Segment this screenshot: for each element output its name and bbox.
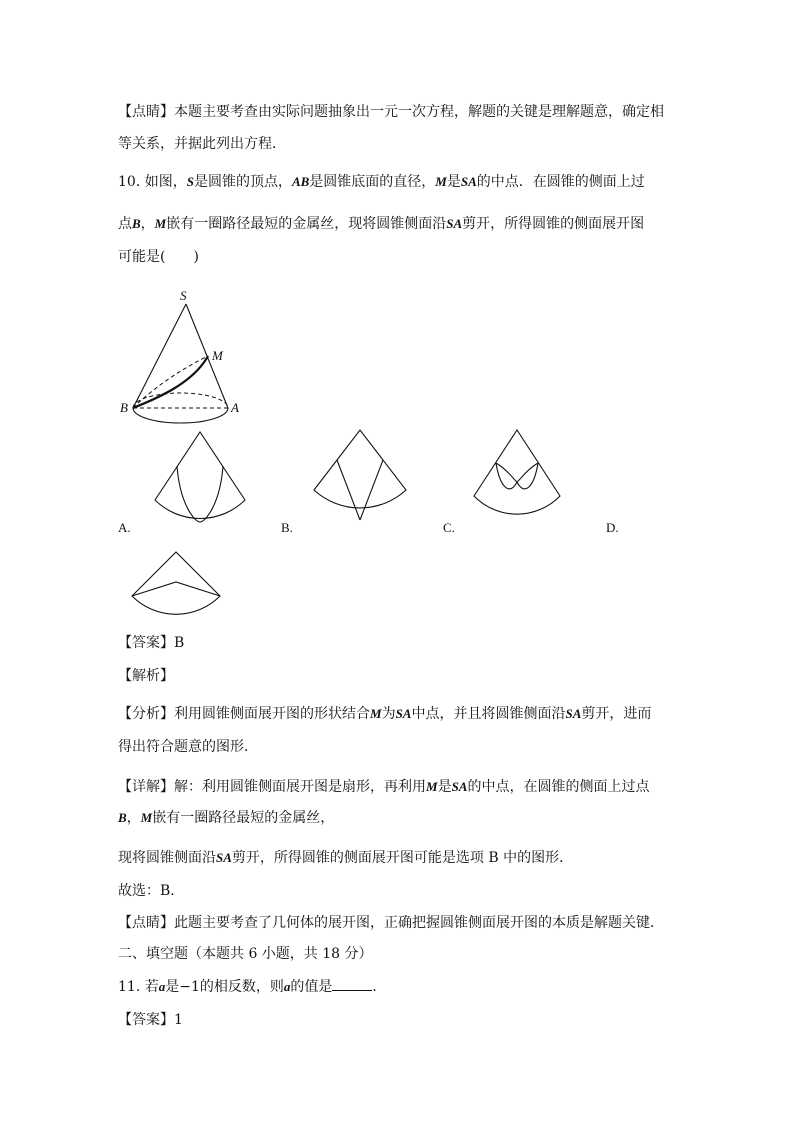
var-M: M: [154, 216, 167, 231]
option-A-label: A.: [118, 520, 131, 535]
var-SA: SA: [460, 174, 477, 189]
xiangjie-line-3: 现将圆锥侧面沿SA剪开，所得圆锥的侧面展开图可能是选项 B 中的图形．: [118, 850, 574, 866]
var-AB: AB: [291, 174, 310, 189]
xiangjie-line-2: B，M嵌有一圈路径最短的金属丝，: [118, 810, 335, 826]
answer-blank: [332, 976, 372, 991]
jiexi: 【解析】: [118, 668, 174, 684]
label-A: A: [231, 400, 239, 415]
dianjing-line-2: 等关系，并据此列出方程．: [118, 136, 286, 152]
option-C-label: C.: [443, 520, 455, 535]
xiangjie-line-1: 【详解】解：利用圆锥侧面展开图是扇形，再利用M是SA的中点，在圆锥的侧面上过点: [118, 779, 650, 795]
label-S: S: [180, 288, 187, 303]
option-C-figure: [470, 428, 570, 528]
var-S: S: [186, 174, 194, 189]
wire-front: [133, 356, 208, 408]
option-A-figure: [150, 430, 250, 530]
cone-base-front: [133, 408, 228, 423]
q10-line-1: 10. 如图，S是圆锥的顶点，AB是圆锥底面的直径，M是SA的中点．在圆锥的侧面上过: [118, 174, 645, 190]
fenxi-line-1: 【分析】利用圆锥侧面展开图的形状结合M为SA中点，并且将圆锥侧面沿SA剪开，进而: [118, 706, 652, 722]
label-M: M: [212, 348, 223, 363]
guxuan: 故选：B．: [118, 883, 185, 899]
cone-edge-SB: [133, 304, 186, 408]
q10-line-3: 可能是( ): [118, 249, 199, 265]
option-D-label: D.: [606, 520, 619, 535]
q10-number: 10.: [118, 174, 141, 190]
fenxi-line-2: 得出符合题意的图形．: [118, 739, 258, 755]
var-SA: SA: [446, 216, 463, 231]
answer11: 【答案】1: [118, 1012, 183, 1028]
q11-line: 11. 若a是−1的相反数，则a的值是 ．: [118, 976, 386, 997]
section-2-heading: 二、填空题（本题共 6 小题，共 18 分）: [118, 946, 373, 962]
var-M: M: [435, 174, 447, 189]
option-B-figure: [310, 428, 410, 528]
label-B: B: [120, 400, 128, 415]
cone-figure: [118, 288, 258, 428]
dianjing-line-1: 【点睛】本题主要考查由实际问题抽象出一元一次方程，解题的关键是理解题意，确定相: [118, 104, 664, 120]
option-D-figure: [128, 550, 228, 620]
wire-back: [133, 356, 208, 408]
cone-base-back: [133, 393, 228, 408]
dianjing-2: 【点睛】此题主要考查了几何体的展开图，正确把握圆锥侧面展开图的本质是解题关键．: [118, 915, 664, 931]
answer10: 【答案】B: [118, 635, 185, 651]
q10-line-2: 点B，M嵌有一圈路径最短的金属丝，现将圆锥侧面沿SA剪开，所得圆锥的侧面展开图: [118, 216, 645, 232]
option-B-label: B.: [281, 520, 293, 535]
var-B: B: [132, 216, 141, 231]
